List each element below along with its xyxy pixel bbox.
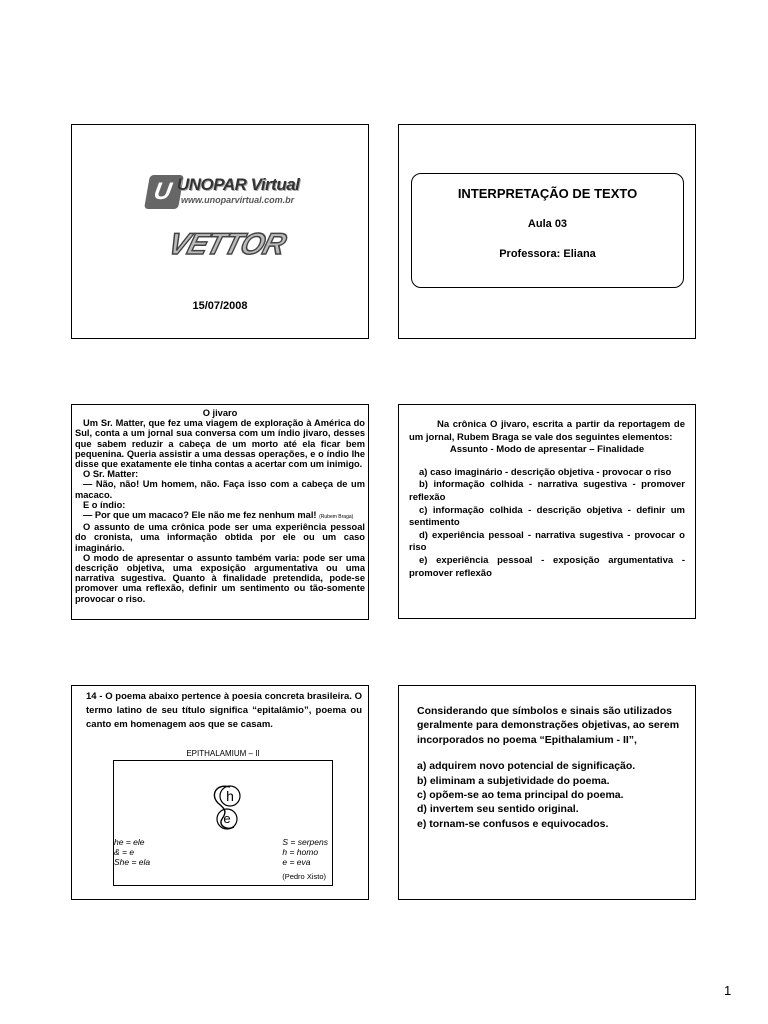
option-a: a) adquirem novo potencial de significação. (417, 760, 636, 773)
slide-1 (71, 124, 369, 339)
paragraph: O assunto de uma crônica pode ser uma experiência pessoal do cronista, uma informação obtida por ele ou um caso imaginário. (75, 522, 365, 553)
option-e: e) experiência pessoal - exposição argumentativa - promover reflexão (409, 554, 685, 579)
source-credit: (Rubem Braga) (319, 514, 354, 521)
question-header: Assunto - Modo de apresentar – Finalidade (449, 444, 645, 456)
legend-item: he = ele (114, 837, 145, 847)
title-box (411, 173, 684, 288)
poem-figure (208, 781, 242, 833)
lesson-label: Aula 03 (527, 218, 568, 230)
page-number: 1 (724, 983, 732, 998)
cronica-title: O jivaro (202, 408, 238, 418)
option-a: a) caso imaginário - descrição objetiva - provocar o riso (419, 466, 672, 478)
paragraph: O Sr. Matter: (83, 469, 139, 480)
question-intro: Na crônica O jivaro, escrita a partir da reportagem de um jornal, Rubem Braga se vale dos seguintes elementos: (409, 419, 685, 443)
cronica-text (75, 408, 365, 604)
option-b: b) eliminam a subjetividade do poema. (417, 774, 610, 787)
slide-6 (398, 685, 696, 900)
vettor-logo: VETTOR (164, 228, 289, 261)
paragraph: Um Sr. Matter, que fez uma viagem de exploração à América do Sul, conta a um jornal sua conversa com um índio jivaro, desses que sabem reduzir a cabeça de um morto até ela ficar bem pequenina. Queria assistir a uma dessas operações, e o índio lhe disse que exatamente ele tinha contas a acertar com um inimigo. (75, 418, 365, 470)
paragraph: — Não, não! Um homem, não. Faça isso com a cabeça de um macaco. (75, 479, 365, 500)
slide-date: 15/07/2008 (192, 300, 248, 312)
legend-item: & = e (114, 847, 135, 857)
legend-item: S = serpens (282, 837, 328, 847)
slide-2 (398, 124, 696, 339)
letter-e: e (223, 811, 231, 826)
logo-brand: UNOPAR Virtual (177, 175, 300, 194)
unopar-logo (147, 173, 300, 213)
option-c: c) opõem-se ao tema principal do poema. (417, 789, 624, 802)
option-c: c) informação colhida - descrição objetiva - definir um sentimento (409, 504, 685, 529)
paragraph: E o índio: (83, 499, 126, 510)
logo-url: www.unoparvirtual.com.br (181, 195, 295, 205)
unopar-emblem-icon: U (144, 175, 184, 209)
letter-h: h (226, 788, 234, 804)
teacher-label: Professora: Eliana (499, 248, 596, 260)
question-intro: 14 - O poema abaixo pertence à poesia concreta brasileira. O termo latino de seu título significa “epitalâmio”, poema ou canto em homenagem aos que se casam. (86, 691, 362, 730)
question-stem: Considerando que símbolos e sinais são utilizados geralmente para demonstrações objetivas, ao serem incorporados no poema “Epithalamium - II”, (417, 705, 680, 746)
course-title: INTERPRETAÇÃO DE TEXTO (457, 186, 638, 201)
option-e: e) tornam-se confusos e equivocados. (417, 817, 609, 830)
paragraph (75, 510, 365, 522)
option-d: d) experiência pessoal - narrativa sugestiva - provocar o riso (409, 529, 685, 554)
paragraph: O modo de apresentar o assunto também varia: pode ser uma descrição objetiva, uma exposição argumentativa ou uma narrativa sugestiva. Quanto à finalidade pretendida, pode-se promover uma reflexão, definir um sentimento ou tão-somente provocar o riso. (75, 552, 365, 604)
slide-5 (71, 685, 369, 900)
poem-author: (Pedro Xisto) (282, 872, 326, 881)
slide-3 (71, 404, 369, 620)
dialogue-line: — Por que um macaco? Ele não me fez nenhum mal! (83, 510, 317, 521)
legend-item: She = ela (114, 857, 151, 867)
option-d: d) invertem seu sentido original. (417, 803, 579, 816)
option-b: b) informação colhida - narrativa sugestiva - promover reflexão (409, 479, 685, 503)
question-text (417, 704, 685, 831)
slide-4 (398, 404, 696, 619)
legend-item: e = eva (282, 857, 311, 867)
legend-right (282, 837, 328, 867)
question-text (409, 419, 685, 580)
poem-title: EPITHALAMIUM – II (186, 749, 260, 758)
legend-left (114, 837, 150, 867)
poem-box (113, 749, 333, 886)
legend-item: h = homo (282, 847, 319, 857)
